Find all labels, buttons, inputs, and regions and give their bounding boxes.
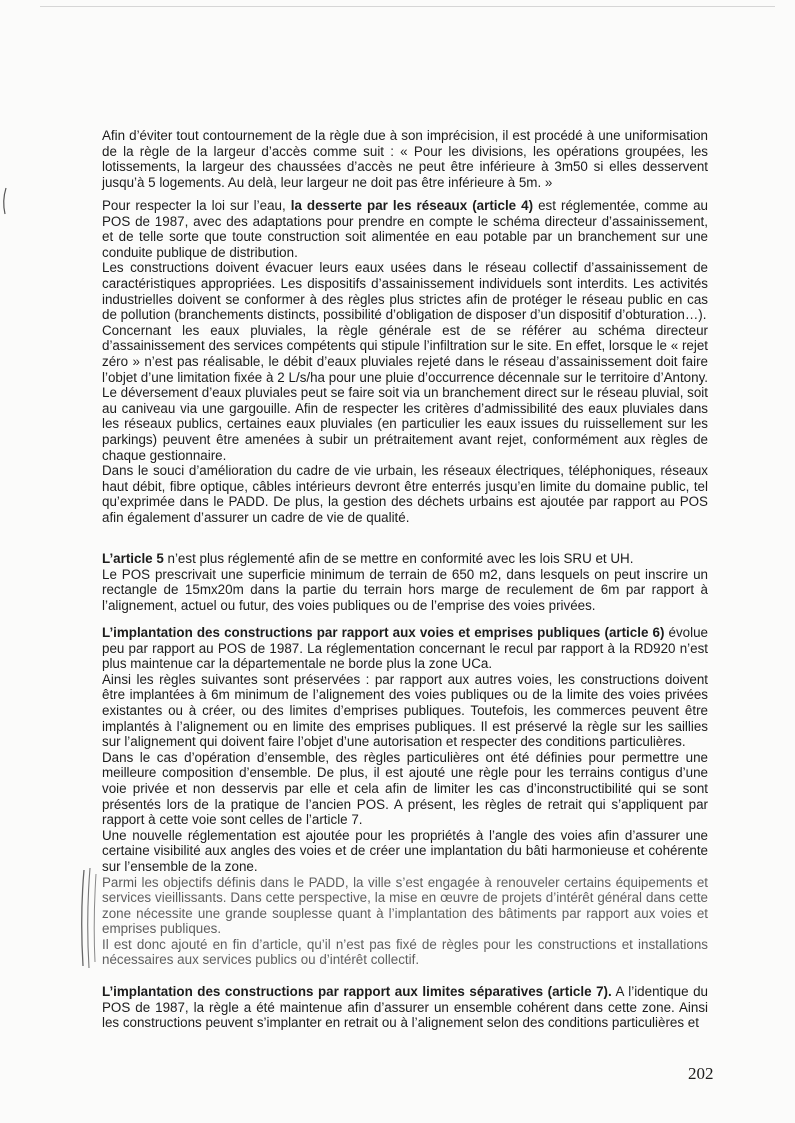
handwritten-margin-mark	[74, 866, 104, 970]
paragraph-access-width	[102, 128, 708, 190]
paragraph-pos-minimum: Le POS prescrivait une superficie minimum de terrain de 650 m2, dans lesquels on peut inscrire un rectangle de 15mx20m dans la partie du terrain hors marge de reculement de 6m par rapport à l’alignement, actuel ou futur, des voies publiques ou de l’emprise des voies privées.	[102, 566, 708, 613]
section-article-6	[102, 625, 708, 968]
paragraph-corner-lots: Une nouvelle réglementation est ajoutée pour les propriétés à l’angle des voies afin d’assurer une certaine visibilité aux angles des voies et de créer une implantation du bâti harmonieuse et cohérente sur l’ensemble de la zone.	[102, 827, 708, 874]
paragraph-text: évolue peu par rapport au POS de 1987. La réglementation concernant le recul par rapport à la RD920 n’est plus maintenue car la départementale ne borde plus la zone UCa.	[102, 625, 708, 672]
paragraph-article-7	[102, 984, 708, 1031]
scan-edge-mark	[0, 186, 8, 216]
heading-article-4: la desserte par les réseaux (article 4)	[290, 198, 534, 213]
paragraph-wastewater: Les constructions doivent évacuer leurs eaux usées dans le réseau collectif d’assainissement de caractéristiques appropriées. Les dispositifs d’assainissement individuels sont interdits. Les activités industrielles doivent se conformer à des règles plus strictes afin de protéger le réseau public en cas de pollution (branchements distincts, possibilité d’obligation de disposer d’un dispositif d’obturation…).	[102, 260, 708, 323]
heading-article-6: L’implantation des constructions par rapport aux voies et emprises publiques (article 6)	[102, 625, 665, 640]
paragraph-text: Afin d’éviter tout contournement de la règle due à son imprécision, il est procédé à une uniformisation de la règle de la largeur d’accès comme suit : « Pour les divisions, les opérations groupées, les lotissements, la largeur des chaussées d’accès ne peut être inférieure à 3m50 si elles desservent jusqu’à 5 logements. Au delà, leur largeur ne doit pas être inférieure à 5m. »	[102, 128, 708, 190]
paragraph-article-5	[102, 551, 708, 567]
section-article-7	[102, 984, 708, 1031]
paragraph-padd-objectives: Parmi les objectifs définis dans le PADD, la ville s’est engagée à renouveler certains équipements et services vieillissants. Dans cette perspective, la mise en œuvre de projets d’intérêt général dans cette zone nécessite une grande souplesse quant à l’implantation des bâtiments par rapport aux voies et emprises publiques.	[102, 874, 708, 937]
paragraph-water-law	[102, 198, 708, 260]
section-article-5	[102, 551, 708, 613]
paragraph-article-6	[102, 625, 708, 672]
paragraph-preserved-rules: Ainsi les règles suivantes sont préservées : par rapport aux autres voies, les constructions doivent être implantées à 6m minimum de l’alignement des voies publiques ou de la limite des voies privées existantes ou à créer, ou des limites d’emprises publiques. Toutefois, les commerces peuvent être implantés à l’alignement ou en limite des emprises publiques. Il est préservé la règle sur les saillies sur l’alignement qui doivent faire l’objet d’une autorisation et respecter des conditions particulières.	[102, 671, 708, 750]
page-number: 202	[688, 1064, 714, 1083]
scan-top-edge	[40, 6, 775, 7]
paragraph-rainwater: Concernant les eaux pluviales, la règle générale est de se référer au schéma directeur d’assainissement des services compétents qui stipule l’infiltration sur le site. En effet, lorsque le « rejet zéro » n’est pas réalisable, le débit d’eaux pluviales rejeté dans le réseau d’assainissement doit faire l’objet d’une limitation fixée à 2 L/s/ha pour une pluie d’occurrence décennale sur le territoire d’Antony. Le déversement d’eaux pluviales peut se faire soit via un branchement direct sur le réseau pluvial, soit au caniveau via une gargouille. Afin de respecter les critères d’admissibilité des eaux pluviales dans les réseaux publics, certaines eaux pluviales (en particulier les eaux issues du ruissellement sur les parkings) peuvent être amenées à subir un prétraitement avant rejet, conformément aux règles de chaque gestionnaire.	[102, 322, 708, 463]
paragraph-text: Pour respecter la loi sur l’eau,	[102, 198, 291, 213]
heading-article-5: L’article 5	[102, 551, 164, 566]
paragraph-text: n’est plus réglementé afin de se mettre en conformité avec les lois SRU et UH.	[163, 551, 634, 566]
section-networks	[102, 198, 708, 525]
paragraph-public-services: Il est donc ajouté en fin d’article, qu’il n’est pas fixé de règles pour les constructions et installations nécessaires aux services publics ou d’intérêt collectif.	[102, 936, 708, 968]
paragraph-operations: Dans le cas d’opération d’ensemble, des règles particulières ont été définies pour permettre une meilleure composition d’ensemble. De plus, il est ajouté une règle pour les terrains contigus d’une voie privée et non desservis par elle et cela afin de limiter les cas d’inconstructibilité qui se sont présentés lors de la pratique de l’ancien POS. A présent, les règles de retrait qui s’appliquent par rapport à cette voie sont celles de l’article 7.	[102, 749, 708, 828]
heading-article-7: L’implantation des constructions par rapport aux limites séparatives (article 7).	[102, 984, 612, 999]
paragraph-text: A l’identique du POS de 1987, la règle a été maintenue afin d’assurer un ensemble cohérent dans cette zone. Ainsi les constructions peuvent s’implanter en retrait ou à l’alignement selon des conditions particulières et	[102, 984, 709, 1031]
paragraph-text: est réglementée, comme au POS de 1987, avec des adaptations pour prendre en compte le schéma directeur d’assainissement, et de telle sorte que toute construction soit alimentée en eau potable par un branchement sur une conduite publique de distribution.	[102, 198, 708, 260]
paragraph-urban-networks: Dans le souci d’amélioration du cadre de vie urbain, les réseaux électriques, téléphoniques, réseaux haut débit, fibre optique, câbles intérieurs devront être enterrés jusqu’en limite du domaine public, tel qu’exprimée dans le PADD. De plus, la gestion des déchets urbains est ajoutée par rapport au POS afin également d’assurer un cadre de vie de qualité.	[102, 463, 708, 525]
